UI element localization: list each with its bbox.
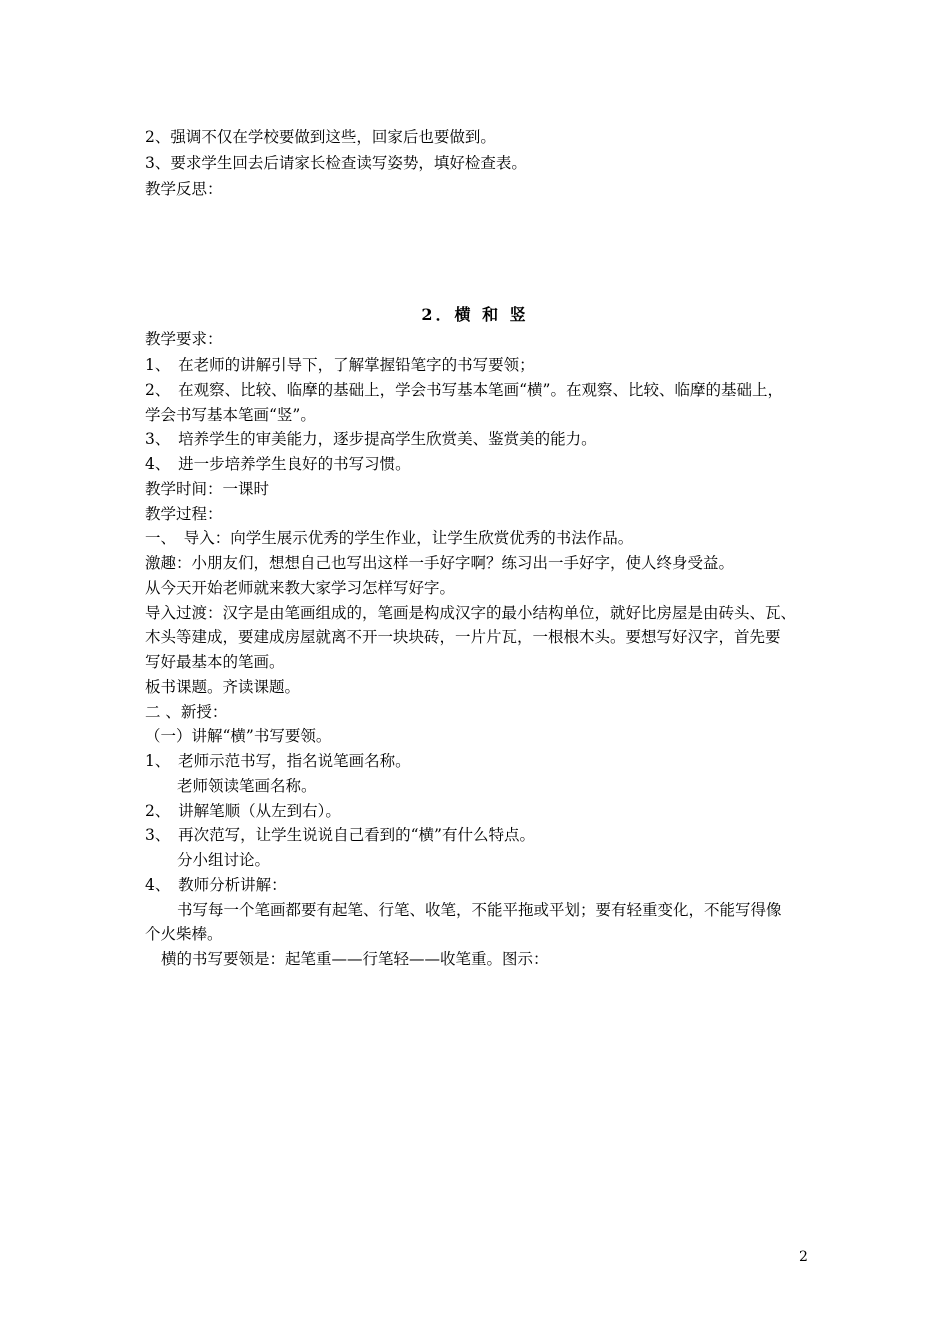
requirement-item-2: 2、 在观察、比较、临摩的基础上，学会书写基本笔画“横”。在观察、比较、临摩的基础上，: [145, 381, 783, 399]
substep-3: 3、 再次范写，让学生说说自己看到的“横”有什么特点。: [145, 826, 535, 844]
substep-3-cont: 分小组讨论。: [177, 851, 271, 869]
substep-4: 4、 教师分析讲解：: [145, 876, 287, 894]
substep-1-cont: 老师领读笔画名称。: [177, 777, 317, 795]
process-step-2: 二 、新授：: [145, 703, 228, 721]
intro-line-2: 3、要求学生回去后请家长检查读写姿势，填好检查表。: [145, 154, 527, 172]
substep-4-line-1: 书写每一个笔画都要有起笔、行笔、收笔，不能平拖或平划；要有轻重变化，不能写得像: [177, 901, 782, 919]
subsection-1-heading: （一）讲解“横”书写要领。: [145, 727, 332, 745]
requirements-heading: 教学要求：: [145, 330, 223, 348]
requirement-item-3: 3、 培养学生的审美能力，逐步提高学生欣赏美、鉴赏美的能力。: [145, 430, 597, 448]
substep-2: 2、 讲解笔顺（从左到右）。: [145, 802, 341, 820]
transition-line-3: 写好最基本的笔画。: [145, 653, 285, 671]
requirement-item-1: 1、 在老师的讲解引导下，了解掌握铅笔字的书写要领；: [145, 356, 535, 374]
start-line: 从今天开始老师就来教大家学习怎样写好字。: [145, 579, 456, 597]
transition-line-2: 木头等建成，要建成房屋就离不开一块块砖，一片片瓦，一根根木头。要想写好汉字，首先要: [145, 628, 781, 646]
lesson-title: 2．横 和 竖: [421, 305, 529, 324]
process-step-1: 一、 导入：向学生展示优秀的学生作业，让学生欣赏优秀的书法作品。: [145, 529, 634, 547]
board-line: 板书课题。齐读课题。: [145, 678, 301, 696]
transition-line-1: 导入过渡：汉字是由笔画组成的，笔画是构成汉字的最小结构单位，就好比房屋是由砖头、瓦、: [145, 604, 797, 622]
substep-4-line-3: 横的书写要领是：起笔重——行笔轻——收笔重。图示：: [161, 950, 549, 968]
process-heading: 教学过程：: [145, 505, 223, 523]
motivation-line: 激趣：小朋友们，想想自己也写出这样一手好字啊？练习出一手好字，使人终身受益。: [145, 554, 735, 572]
substep-1: 1、 老师示范书写，指名说笔画名称。: [145, 752, 411, 770]
requirement-item-4: 4、 进一步培养学生良好的书写习惯。: [145, 455, 411, 473]
reflection-label: 教学反思：: [145, 180, 223, 198]
page-number: 2: [799, 1249, 808, 1265]
substep-4-line-2: 个火柴棒。: [145, 925, 223, 943]
requirement-item-2-cont: 学会书写基本笔画“竖”。: [145, 406, 316, 424]
intro-line-1: 2、强调不仅在学校要做到这些，回家后也要做到。: [145, 128, 496, 146]
teaching-time: 教学时间：一课时: [145, 480, 270, 498]
